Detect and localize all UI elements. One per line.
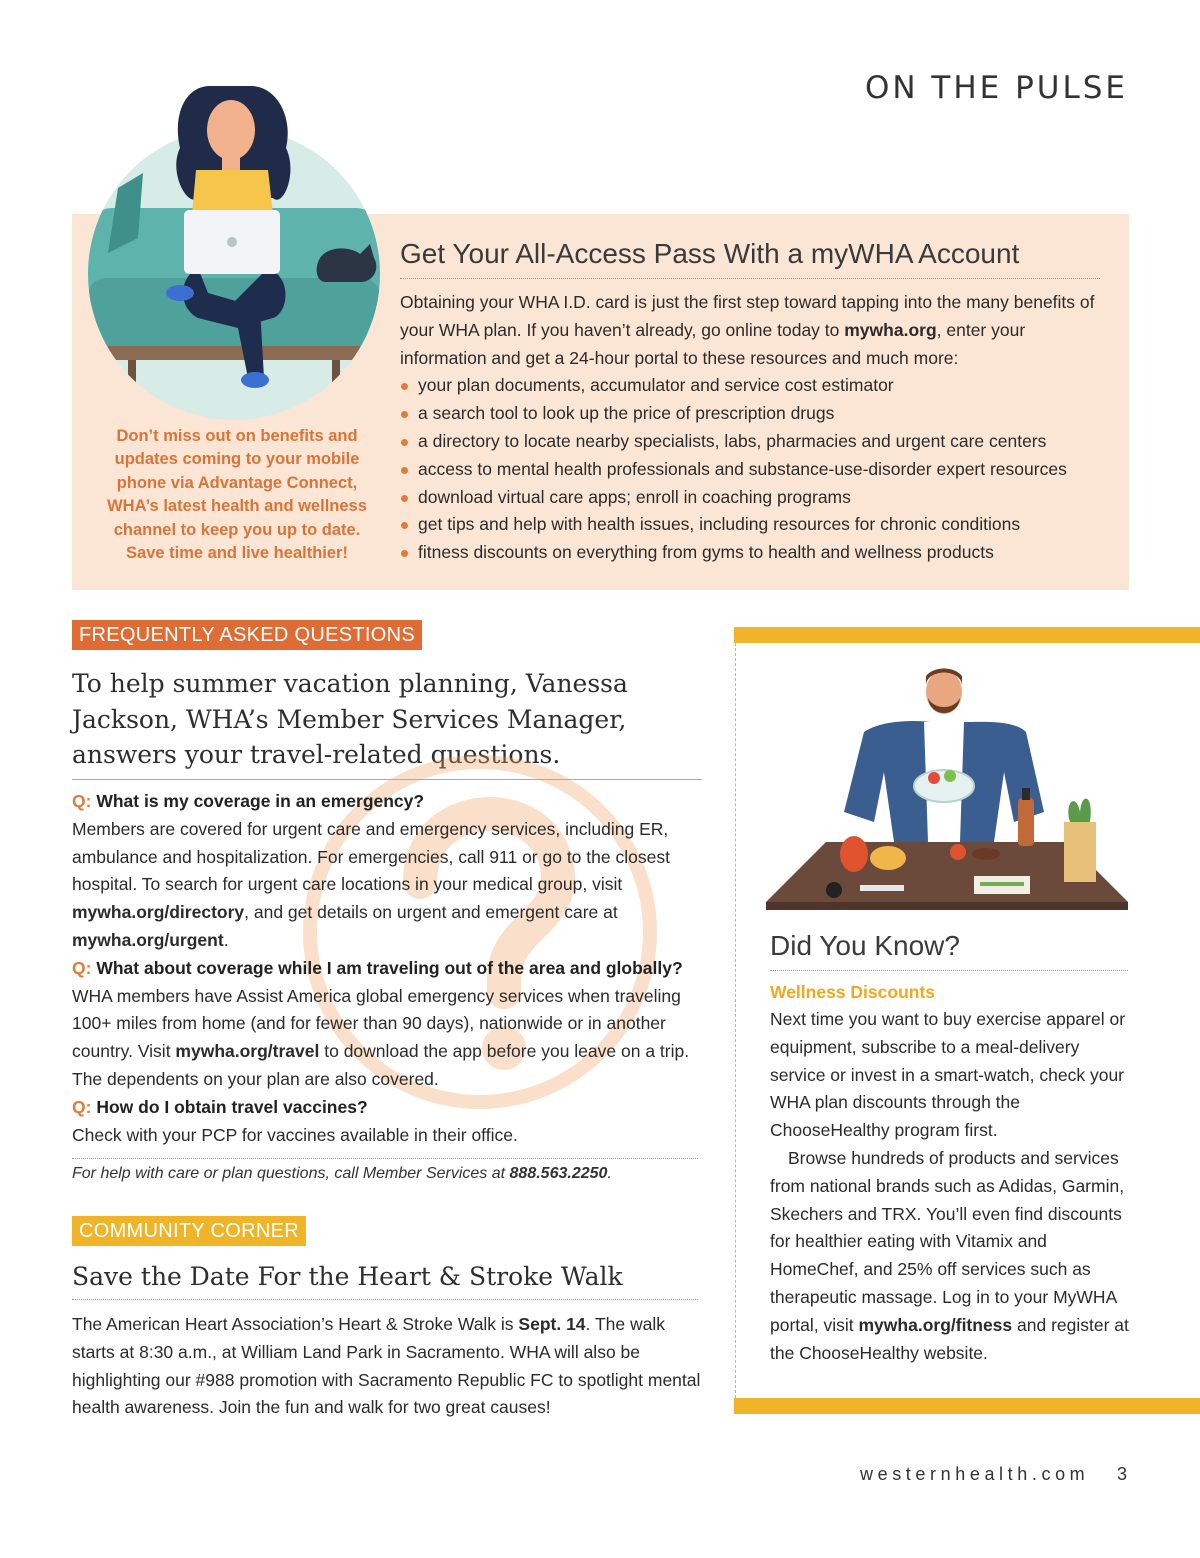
community-text: The American Heart Association’s Heart & Stroke Walk is — [72, 1314, 519, 1334]
dyk-paragraph: Next time you want to buy exercise apparel or equipment, subscribe to a meal-delivery service or invest in a smart-watch, check your WHA plan discounts through the ChooseHealthy program first. — [770, 1009, 1126, 1141]
footer-text: For help with care or plan questions, call Member Services at — [72, 1165, 510, 1182]
benefits-list — [400, 372, 1100, 567]
page-number: 3 — [1117, 1464, 1128, 1484]
mywha-link[interactable]: mywha.org — [844, 319, 937, 340]
list-item: your plan documents, accumulator and service cost estimator — [400, 372, 1100, 400]
question-text: How do I obtain travel vaccines? — [96, 1096, 368, 1117]
promo-intro-text: Obtaining your WHA I.D. card is just the first step toward tapping into the many benefits of your WHA plan. If you haven’t already, go online today to — [400, 292, 1095, 340]
event-date: Sept. 14 — [518, 1314, 586, 1334]
fitness-link[interactable]: mywha.org/fitness — [858, 1314, 1013, 1335]
faq-answer — [72, 816, 712, 955]
urgent-link[interactable]: mywha.org/urgent — [72, 929, 224, 950]
dyk-text: Browse hundreds of products and services from national brands such as Adidas, Garmin, Skechers and TRX. You’ll even find discounts for healthier eating with Vitamix and HomeChef, and 25% off services such as therapeutic massage. Log in to your MyWHA portal, visit — [770, 1147, 1125, 1335]
list-item: a directory to locate nearby specialists, labs, pharmacies and urgent care centers — [400, 428, 1100, 456]
community-text: . The walk starts at 8:30 a.m., at William Land Park in Sacramento. WHA will also be highlighting our #988 promotion with Sacramento Republic FC to spotlight mental health awareness. Join the fun and walk for two great causes! — [72, 1314, 701, 1418]
dyk-title: Did You Know? — [770, 930, 1128, 971]
answer-text: Members are covered for urgent care and emergency services, including ER, ambulance and hospitalization. For emergencies, call 911 or go to the closest hospital. To search for urgent care locations in your medical group, visit — [72, 818, 670, 895]
promo-content — [400, 238, 1100, 567]
answer-text: . — [223, 929, 229, 950]
answer-text: WHA members have Assist America global emergency services when traveling 100+ miles from home (and for fewer than 90 days), nationwide or in another country. Visit — [72, 985, 681, 1062]
faq-footer — [72, 1158, 698, 1183]
answer-text: , and get details on urgent and emergent care at — [244, 902, 618, 923]
sidebar-top-bar — [734, 627, 1200, 643]
dyk-body — [770, 1006, 1132, 1367]
section-header: ON THE PULSE — [864, 70, 1128, 106]
footer-text: . — [607, 1165, 612, 1182]
q-marker: Q: — [72, 791, 92, 811]
promo-intro-text-2: , enter your information and get a 24-hour portal to these resources and much more: — [400, 319, 1026, 368]
answer-text: to download the app before you leave on a trip. The dependents on your plan are also covered. — [72, 1041, 690, 1089]
q-marker: Q: — [72, 1096, 92, 1117]
chef-salad-illustration — [764, 662, 1130, 914]
phone-number[interactable]: 888.563.2250 — [509, 1165, 608, 1182]
community-tag: COMMUNITY CORNER — [72, 1216, 306, 1246]
woman-laptop-illustration — [88, 78, 380, 428]
list-item: access to mental health professionals and substance-use-disorder expert resources — [400, 456, 1100, 484]
sidebar-divider — [735, 643, 736, 1398]
dyk-subtitle: Wellness Discounts — [770, 982, 936, 1002]
promo-caption: Don’t miss out on benefits and updates coming to your mobile phone via Advantage Connect, WHA’s latest health and wellness channel to keep you up to date. Save time and live healthier! — [107, 427, 367, 563]
directory-link[interactable]: mywha.org/directory — [72, 902, 245, 923]
question-text: What is my coverage in an emergency? — [96, 791, 425, 811]
list-item: a search tool to look up the price of prescription drugs — [400, 400, 1100, 428]
faq-tag: FREQUENTLY ASKED QUESTIONS — [72, 620, 422, 650]
list-item: fitness discounts on everything from gyms to health and wellness products — [400, 539, 1100, 567]
sidebar-bottom-bar — [734, 1398, 1200, 1414]
faq-question — [72, 1094, 712, 1122]
faq-answer: Check with your PCP for vaccines available in their office. — [72, 1124, 518, 1145]
faq-answer — [72, 983, 712, 1094]
faq-question — [72, 788, 712, 816]
community-body — [72, 1311, 702, 1422]
promo-intro — [400, 289, 1100, 372]
faq-body — [72, 788, 712, 1149]
faq-heading: To help summer vacation planning, Vanessa Jackson, WHA’s Member Services Manager, answers your travel-related questions. — [72, 666, 702, 780]
promo-title: Get Your All-Access Pass With a myWHA Account — [400, 238, 1100, 279]
q-marker: Q: — [72, 957, 92, 978]
dyk-paragraph — [770, 1145, 1132, 1367]
travel-link[interactable]: mywha.org/travel — [175, 1041, 320, 1062]
footer-website[interactable]: westernhealth.com — [860, 1464, 1090, 1484]
dyk-text: and register at the ChooseHealthy website. — [770, 1314, 1129, 1363]
community-title: Save the Date For the Heart & Stroke Walk — [72, 1262, 698, 1300]
list-item: get tips and help with health issues, including resources for chronic conditions — [400, 511, 1100, 539]
list-item: download virtual care apps; enroll in coaching programs — [400, 484, 1100, 512]
faq-question — [72, 955, 712, 983]
question-text: What about coverage while I am traveling out of the area and globally? — [96, 957, 683, 978]
